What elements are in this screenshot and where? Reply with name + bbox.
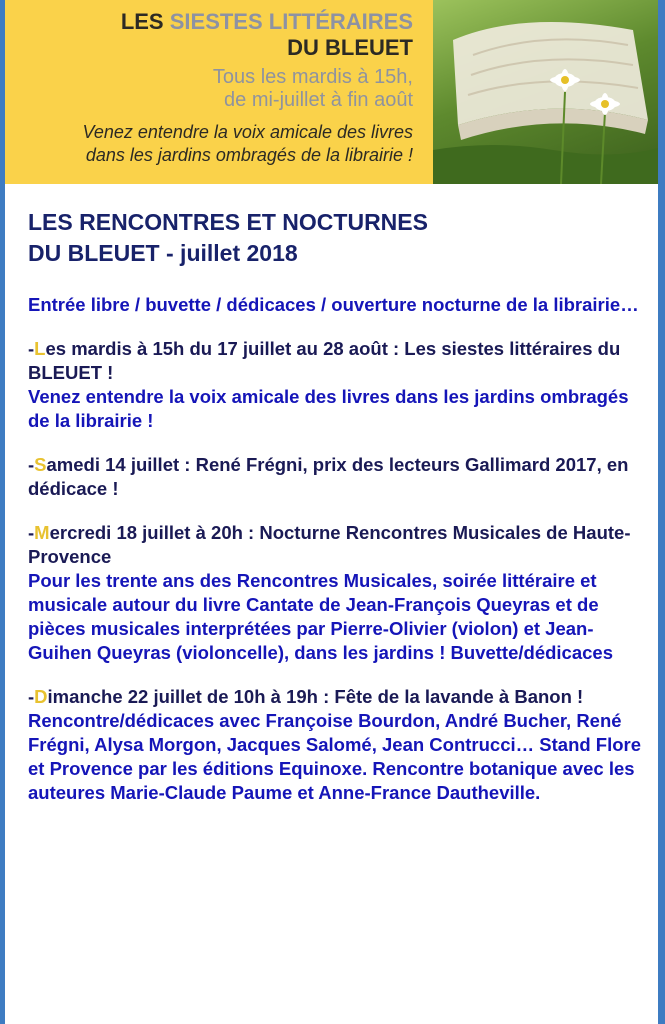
banner-invite-line1: Venez entendre la voix amicale des livres: [82, 122, 413, 142]
event-initial: M: [34, 522, 50, 543]
banner-title-highlight: SIESTES LITTÉRAIRES: [169, 9, 413, 34]
banner-text-panel: [5, 0, 433, 184]
banner-title: [121, 9, 413, 35]
event-body: Pour les trente ans des Rencontres Musicales, soirée littéraire et musicale autour du livre Cantate de Jean-François Queyras et de pièces musicales interprétées par Pierre-Olivier (violon) et Jean-Guihen Queyras (violoncelle), dans les jardins ! Buvette/dédicaces: [28, 570, 613, 663]
event-item: [28, 453, 648, 501]
event-initial: D: [34, 686, 48, 707]
event-lead: imanche 22 juillet de 10h à 19h : Fête de la lavande à Banon !: [47, 686, 584, 707]
book-and-daisies-image: [433, 0, 658, 184]
event-body: Rencontre/dédicaces avec Françoise Bourdon, André Bucher, René Frégni, Alysa Morgon, Jacques Salomé, Jean Contrucci… Stand Flore et Provence par les éditions Equinoxe. Rencontre botanique avec les auteures Marie-Claude Paume et Anne-France Dautheville.: [28, 710, 642, 803]
intro-paragraph: Entrée libre / buvette / dédicaces / ouverture nocturne de la librairie…: [28, 294, 639, 315]
page-title: [28, 207, 648, 269]
event-lead: amedi 14 juillet : René Frégni, prix des lecteurs Gallimard 2017, en dédicace !: [28, 454, 629, 499]
events-article: [28, 207, 648, 825]
banner-title-prefix: LES: [120, 9, 164, 34]
page-title-line2: DU BLEUET - juillet 2018: [28, 240, 298, 266]
event-item: [28, 337, 648, 433]
event-dash: -: [28, 338, 35, 359]
event-initial: L: [34, 338, 46, 359]
book-illustration: [433, 0, 658, 184]
banner-date-line1: Tous les mardis à 15h,: [212, 66, 413, 88]
event-item: [28, 521, 648, 665]
banner-invite-line2: dans les jardins ombragés de la librairie !: [85, 145, 413, 165]
event-dash: -: [28, 454, 35, 475]
banner-title-line2: DU BLEUET: [287, 35, 413, 60]
event-body: Venez entendre la voix amicale des livres dans les jardins ombragés de la librairie !: [28, 386, 629, 431]
event-initial: S: [34, 454, 47, 475]
event-lead: ercredi 18 juillet à 20h : Nocturne Rencontres Musicales de Haute-Provence: [28, 522, 631, 567]
event-item: [28, 685, 648, 805]
event-dash: -: [28, 522, 35, 543]
page-title-line1: LES RENCONTRES ET NOCTURNES: [28, 209, 428, 235]
siestes-banner: [5, 0, 658, 184]
event-lead: es mardis à 15h du 17 juillet au 28 août : Les siestes littéraires du BLEUET !: [28, 338, 621, 383]
event-dash: -: [28, 686, 35, 707]
banner-date-line2: de mi-juillet à fin août: [224, 89, 413, 111]
